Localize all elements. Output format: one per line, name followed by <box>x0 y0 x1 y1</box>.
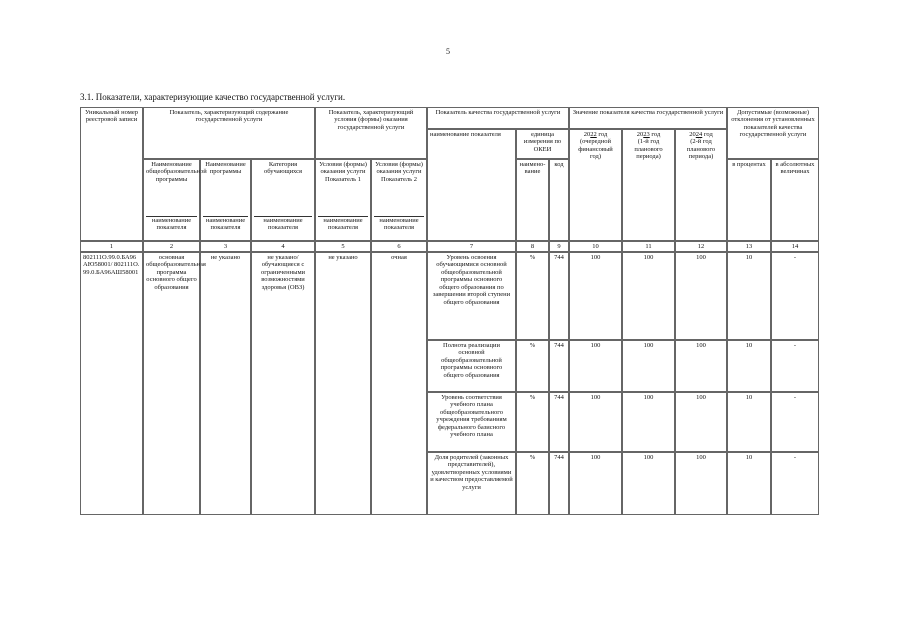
row-4-dev-abs: - <box>771 452 819 515</box>
header-quality-group: Показатель качества государственной услуги <box>427 107 569 129</box>
header-conditions-group: Показатель, характеризующий условия (формы) оказания государственной услуги <box>315 107 427 159</box>
col-number: 13 <box>727 241 771 252</box>
cell-program: основная общеобразовательная программа основного общего образования <box>143 252 200 515</box>
header-category-cell <box>251 159 315 241</box>
header-unit-name: наимено-вание <box>516 159 549 241</box>
row-4-value-1: 100 <box>569 452 622 515</box>
header-year-1: 2022 год (очередной финансовый год) <box>569 129 622 241</box>
row-1-unit: % <box>516 252 549 340</box>
col-number: 6 <box>371 241 427 252</box>
header-content-group: Показатель, характеризующий содержание государственной услуги <box>143 107 315 159</box>
row-3-unit: % <box>516 392 549 452</box>
header-program-cell <box>143 159 207 241</box>
header-program: Наименование общеобразовательной программы <box>146 161 207 183</box>
col-number: 4 <box>251 241 315 252</box>
row-1-value-3: 100 <box>675 252 727 340</box>
row-1-code: 744 <box>549 252 569 340</box>
header-cond2-sub: наименование показателя <box>374 216 424 232</box>
row-2-value-2: 100 <box>622 340 675 392</box>
col-number: 5 <box>315 241 371 252</box>
row-1-indicator: Уровень освоения обучающимися основной общеобразовательной программы основного общего образования по завершении второй ступени общего образования <box>427 252 516 340</box>
header-year-3: 2024 год (2-й год планового периода) <box>675 129 727 241</box>
header-registry-number: Уникальный номер реестровой записи <box>80 107 143 241</box>
section-title: 3.1. Показатели, характеризующие качество государственной услуги. <box>80 92 346 102</box>
row-2-dev-pct: 10 <box>727 340 771 392</box>
col-number: 12 <box>675 241 727 252</box>
header-unit-code: код <box>549 159 569 241</box>
col-number: 7 <box>427 241 516 252</box>
header-deviation-group: Допустимые (возможные) отклонения от установленных показателей качества государственной услуги <box>727 107 819 159</box>
row-2-value-1: 100 <box>569 340 622 392</box>
page-number: 5 <box>446 47 450 56</box>
row-3-value-2: 100 <box>622 392 675 452</box>
row-4-code: 744 <box>549 452 569 515</box>
header-indicator-name: наименование показателя <box>427 129 516 241</box>
col-number: 1 <box>80 241 143 252</box>
row-3-value-1: 100 <box>569 392 622 452</box>
row-2-code: 744 <box>549 340 569 392</box>
col-number: 2 <box>143 241 200 252</box>
quality-indicators-table <box>80 107 819 515</box>
cell-category: не указано/ обучающиеся с ограниченными возможностями здоровья (ОВЗ) <box>251 252 315 515</box>
header-name-program: Наименование программы <box>205 161 246 176</box>
cell-cond2: очная <box>371 252 427 515</box>
col-number: 8 <box>516 241 549 252</box>
cell-name-program: не указано <box>200 252 251 515</box>
header-cond2-cell <box>371 159 427 241</box>
header-cond1-cell <box>315 159 371 241</box>
header-category-sub: наименование показателя <box>254 216 312 232</box>
header-in-absolute: в абсолютных величинах <box>771 159 819 241</box>
header-year-2: 2023 год (1-й год планового периода) <box>622 129 675 241</box>
header-unit-okei: единица измерения по ОКЕИ <box>516 129 569 159</box>
header-program-sub: наименование показателя <box>146 216 197 232</box>
row-1-dev-pct: 10 <box>727 252 771 340</box>
row-4-value-3: 100 <box>675 452 727 515</box>
header-name-program-cell <box>200 159 251 241</box>
row-1-value-1: 100 <box>569 252 622 340</box>
row-2-value-3: 100 <box>675 340 727 392</box>
cell-registry: 802111О.99.0.БА96АЮ58001/ 802111О.99.0.БА96АШ58001 <box>80 252 143 515</box>
row-4-value-2: 100 <box>622 452 675 515</box>
cell-cond1: не указано <box>315 252 371 515</box>
row-3-dev-pct: 10 <box>727 392 771 452</box>
header-cond2: Условия (формы) оказания услуги Показатель 2 <box>375 161 423 183</box>
col-number: 14 <box>771 241 819 252</box>
col-number: 9 <box>549 241 569 252</box>
row-3-code: 744 <box>549 392 569 452</box>
header-name-program-sub: наименование показателя <box>203 216 248 232</box>
col-number: 3 <box>200 241 251 252</box>
col-number: 11 <box>622 241 675 252</box>
col-number: 10 <box>569 241 622 252</box>
header-category: Категория обучающихся <box>264 161 302 176</box>
row-4-unit: % <box>516 452 549 515</box>
row-3-value-3: 100 <box>675 392 727 452</box>
row-3-indicator: Уровень соответствия учебного плана общеобразовательного учреждения требованиям федерального базисного учебного плана <box>427 392 516 452</box>
row-1-dev-abs: - <box>771 252 819 340</box>
header-cond1: Условия (формы) оказания услуги Показатель 1 <box>319 161 367 183</box>
row-2-indicator: Полнота реализации основной общеобразовательной программы основного общего образования <box>427 340 516 392</box>
header-cond1-sub: наименование показателя <box>318 216 368 232</box>
row-4-indicator: Доля родителей (законных представителей), удовлетворенных условиями и качеством предоставляемой услуги <box>427 452 516 515</box>
row-4-dev-pct: 10 <box>727 452 771 515</box>
row-2-unit: % <box>516 340 549 392</box>
row-3-dev-abs: - <box>771 392 819 452</box>
header-values-group: Значение показателя качества государственной услуги <box>569 107 727 129</box>
row-2-dev-abs: - <box>771 340 819 392</box>
header-in-percent: в процентах <box>727 159 771 241</box>
row-1-value-2: 100 <box>622 252 675 340</box>
